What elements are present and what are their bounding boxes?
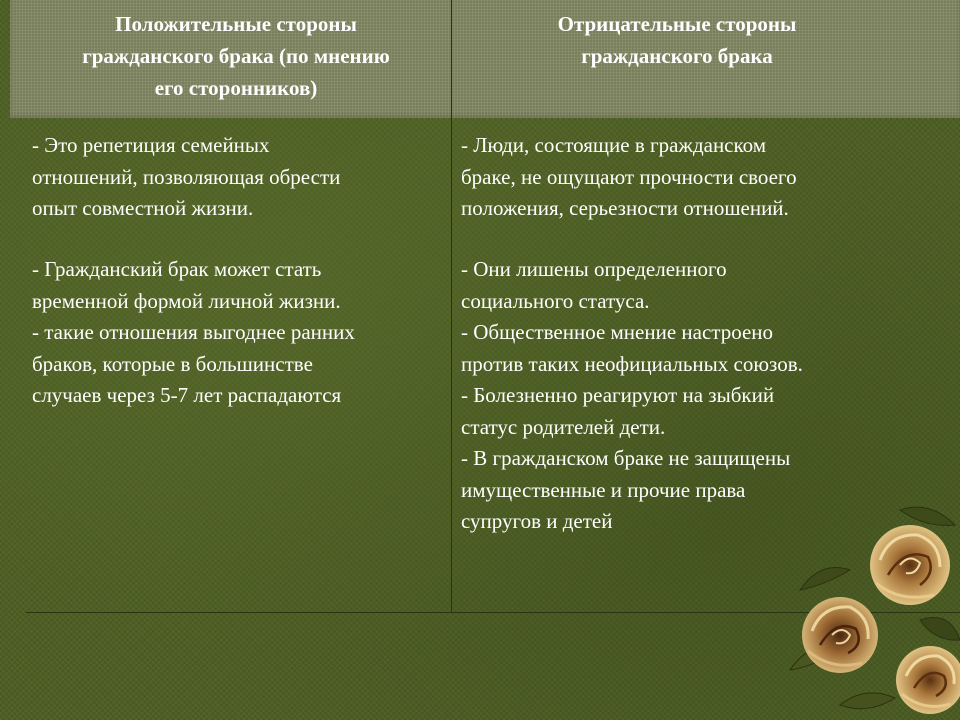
text-line: опыт совместной жизни. [32,196,254,220]
negative-items-block [461,254,803,538]
text-line: браке, не ощущают прочности своего [461,164,797,189]
header-negative-sides [462,8,892,72]
text-line: против таких неофициальных союзов. [461,351,803,376]
text-line: - Болезненно реагируют на зыбкий [461,383,775,407]
text-line: браков, которые в большинстве [32,351,313,376]
text-line: временной формой личной жизни. [32,288,341,313]
positive-items-block [32,254,355,412]
text-line: супругов и детей [461,509,613,533]
text-line: - Они лишены определенного [461,257,727,281]
header-left-line: Положительные стороны [115,12,357,36]
header-right-line: Отрицательные стороны [557,12,797,36]
text-line: - Люди, состоящие в гражданском [461,133,767,157]
negative-item-no-stability [461,130,797,225]
header-right-line: гражданского брака [581,44,773,68]
text-line: - Это репетиция семейных [32,133,270,157]
text-line: случаев через 5-7 лет распадаются [32,383,342,407]
header-left-line: его сторонников) [154,76,318,100]
positive-item-rehearsal [32,130,340,225]
text-line: отношений, позволяющая обрести [32,164,341,189]
text-line: положения, серьезности отношений. [461,196,789,220]
text-line: - Общественное мнение настроено [461,320,774,344]
text-line: - Гражданский брак может стать [32,257,322,281]
header-left-line: гражданского брака (по мнению [82,44,390,68]
header-positive-sides [30,8,442,104]
text-line: статус родителей дети. [461,414,666,439]
text-line: имущественные и прочие права [461,477,746,502]
text-line: социального статуса. [461,288,650,313]
roses-icon [780,470,960,720]
column-divider [451,0,452,613]
text-line: - В гражданском браке не защищены [461,446,791,470]
text-line: - такие отношения выгоднее ранних [32,320,355,344]
